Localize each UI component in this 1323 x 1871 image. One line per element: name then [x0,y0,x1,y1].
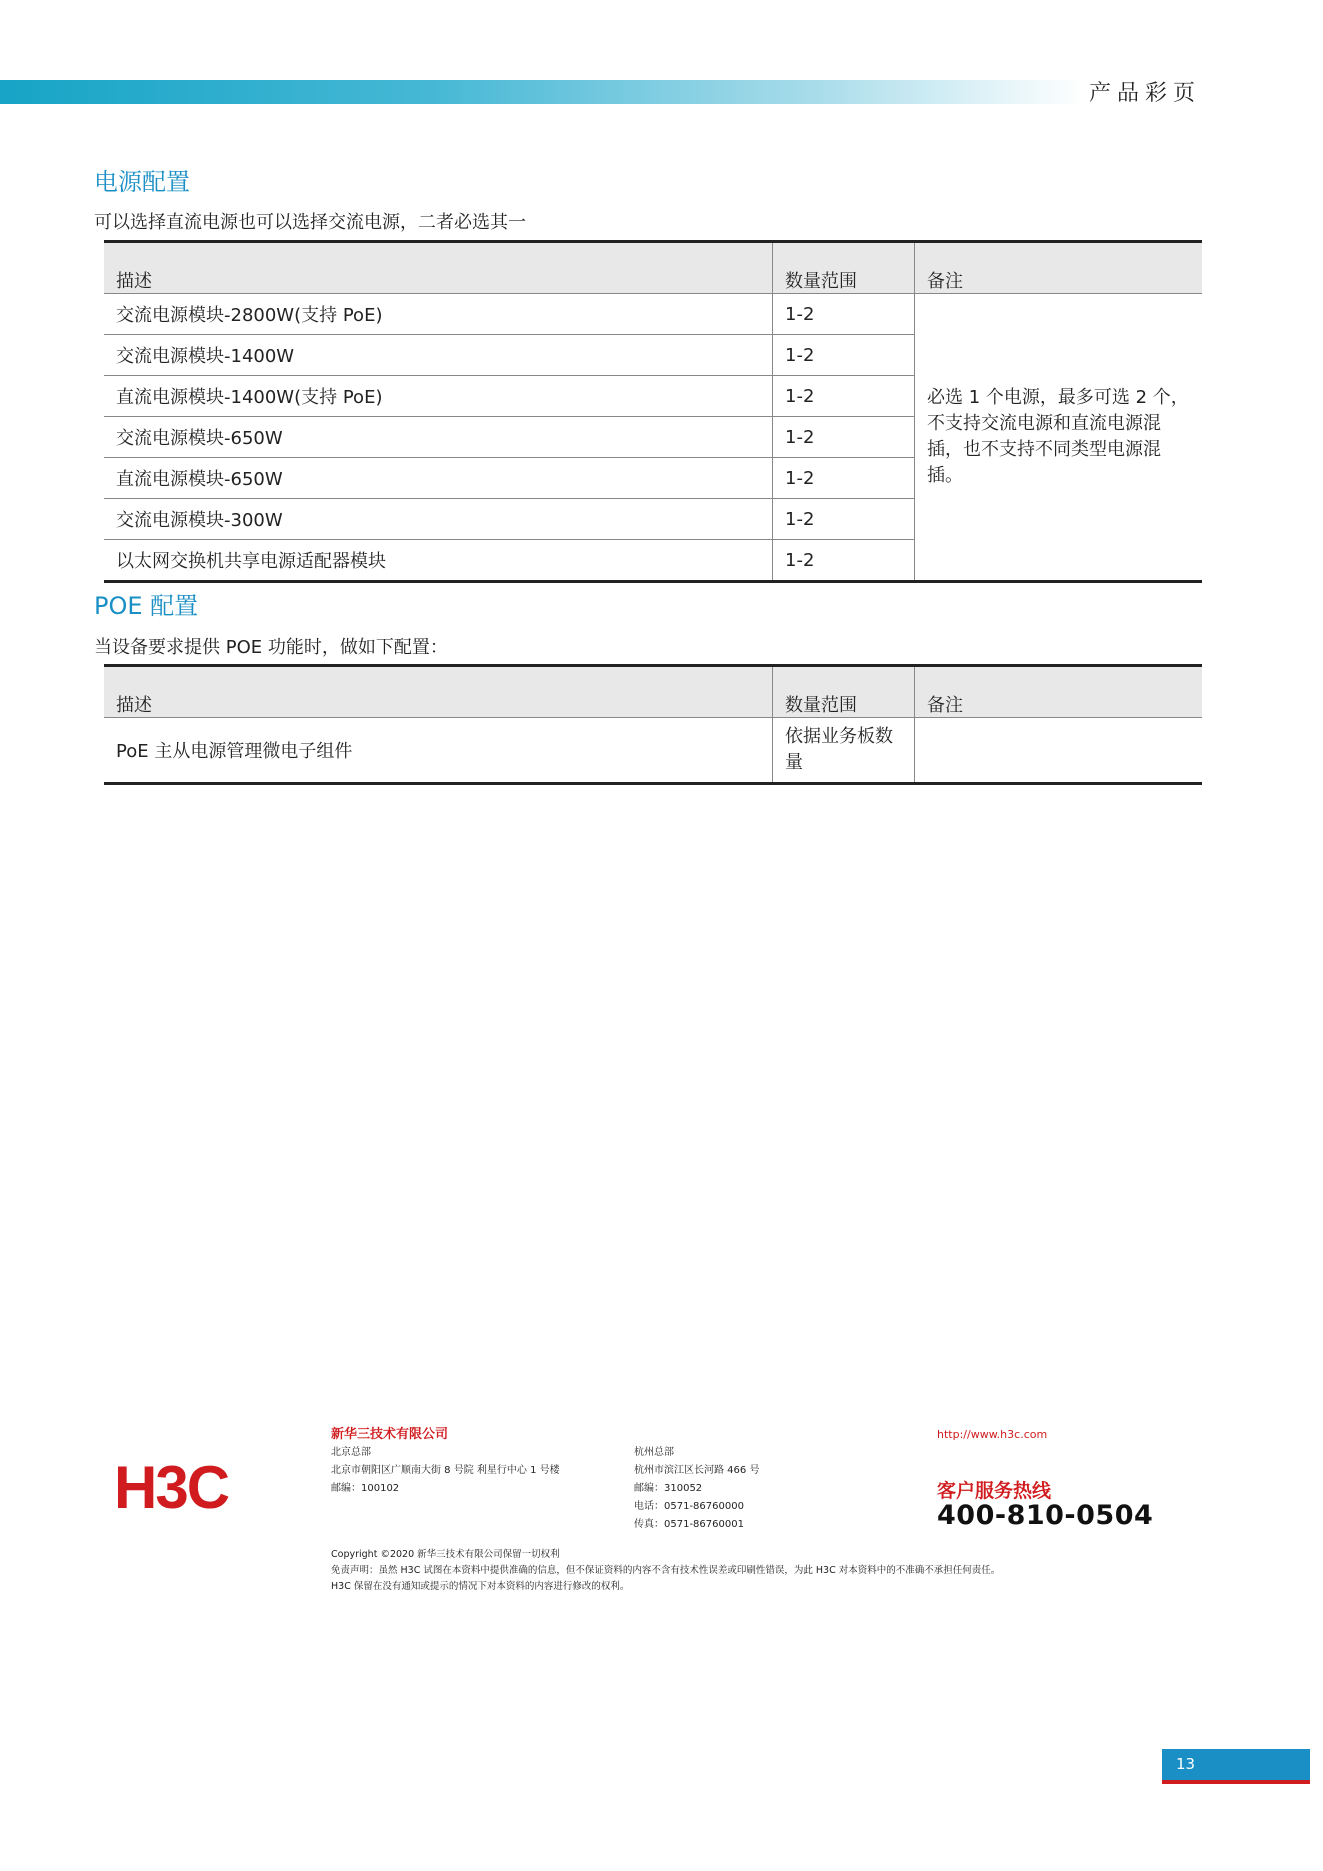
page-number: 13 [1176,1755,1196,1773]
website-link[interactable]: http://www.h3c.com [937,1428,1048,1441]
row-desc: 以太网交换机共享电源适配器模块 [104,540,773,582]
table-row [104,718,1202,784]
row-qty: 1-2 [773,417,915,458]
col-header-note: 备注 [915,242,1203,294]
power-note: 必选 1 个电源，最多可选 2 个，不支持交流电源和直流电源混插，也不支持不同类型电源混插。 [915,294,1203,582]
row-desc: 交流电源模块-300W [104,499,773,540]
table-row [104,294,1202,335]
col-header-desc: 描述 [104,666,773,718]
rights-line: H3C 保留在没有通知或提示的情况下对本资料的内容进行修改的权利。 [331,1581,630,1592]
copyright-line: Copyright ©2020 新华三技术有限公司保留一切权利 [331,1549,560,1560]
h3c-logo-text: H3C [114,1456,229,1514]
row-desc: PoE 主从电源管理微电子组件 [104,718,773,784]
hangzhou-fax: 传真：0571-86760001 [634,1519,744,1530]
hotline-label: 客户服务热线 [937,1480,1052,1502]
row-desc: 交流电源模块-2800W(支持 PoE) [104,294,773,335]
copyright-block [331,1547,1000,1595]
hangzhou-postcode: 邮编：310052 [634,1483,703,1494]
company-name: 新华三技术有限公司 [331,1427,449,1442]
power-table [104,240,1202,583]
hangzhou-phone: 电话：0571-86760000 [634,1501,744,1512]
poe-intro: 当设备要求提供 POE 功能时，做如下配置： [94,637,448,658]
col-header-qty: 数量范围 [773,242,915,294]
row-desc: 交流电源模块-650W [104,417,773,458]
row-qty: 1-2 [773,376,915,417]
footer-company-block [331,1426,560,1498]
page-number-box [1162,1749,1310,1780]
row-qty: 1-2 [773,540,915,582]
table-header-row [104,666,1202,718]
row-qty: 1-2 [773,335,915,376]
table-header-row [104,242,1202,294]
poe-table [104,664,1202,785]
hotline-number: 400-810-0504 [937,1500,1154,1531]
row-qty: 1-2 [773,499,915,540]
header-label: 产品彩页 [1089,81,1202,106]
power-intro: 可以选择直流电源也可以选择交流电源，二者必选其一 [94,212,526,233]
hangzhou-address: 杭州市滨江区长河路 466 号 [634,1465,760,1476]
row-qty: 1-2 [773,458,915,499]
col-header-qty: 数量范围 [773,666,915,718]
h3c-logo [114,1456,304,1514]
row-note [915,718,1203,784]
row-qty: 1-2 [773,294,915,335]
col-header-desc: 描述 [104,242,773,294]
page-number-accent [1162,1780,1310,1784]
hangzhou-label: 杭州总部 [634,1447,674,1458]
col-header-note: 备注 [915,666,1203,718]
disclaimer-line: 免责声明：虽然 H3C 试图在本资料中提供准确的信息，但不保证资料的内容不含有技术性误差或印刷性错误，为此 H3C 对本资料中的不准确不承担任何责任。 [331,1565,1001,1576]
power-section-title: 电源配置 [94,168,190,196]
footer-hangzhou-block [634,1444,759,1534]
beijing-label: 北京总部 [331,1447,371,1458]
beijing-postcode: 邮编：100102 [331,1483,400,1494]
poe-section-title: POE 配置 [94,592,199,620]
row-qty: 依据业务板数量 [773,718,915,784]
row-desc: 直流电源模块-1400W(支持 PoE) [104,376,773,417]
beijing-address: 北京市朝阳区广顺南大街 8 号院 利星行中心 1 号楼 [331,1465,560,1476]
row-desc: 直流电源模块-650W [104,458,773,499]
row-desc: 交流电源模块-1400W [104,335,773,376]
header-gradient-bar [0,80,1085,104]
